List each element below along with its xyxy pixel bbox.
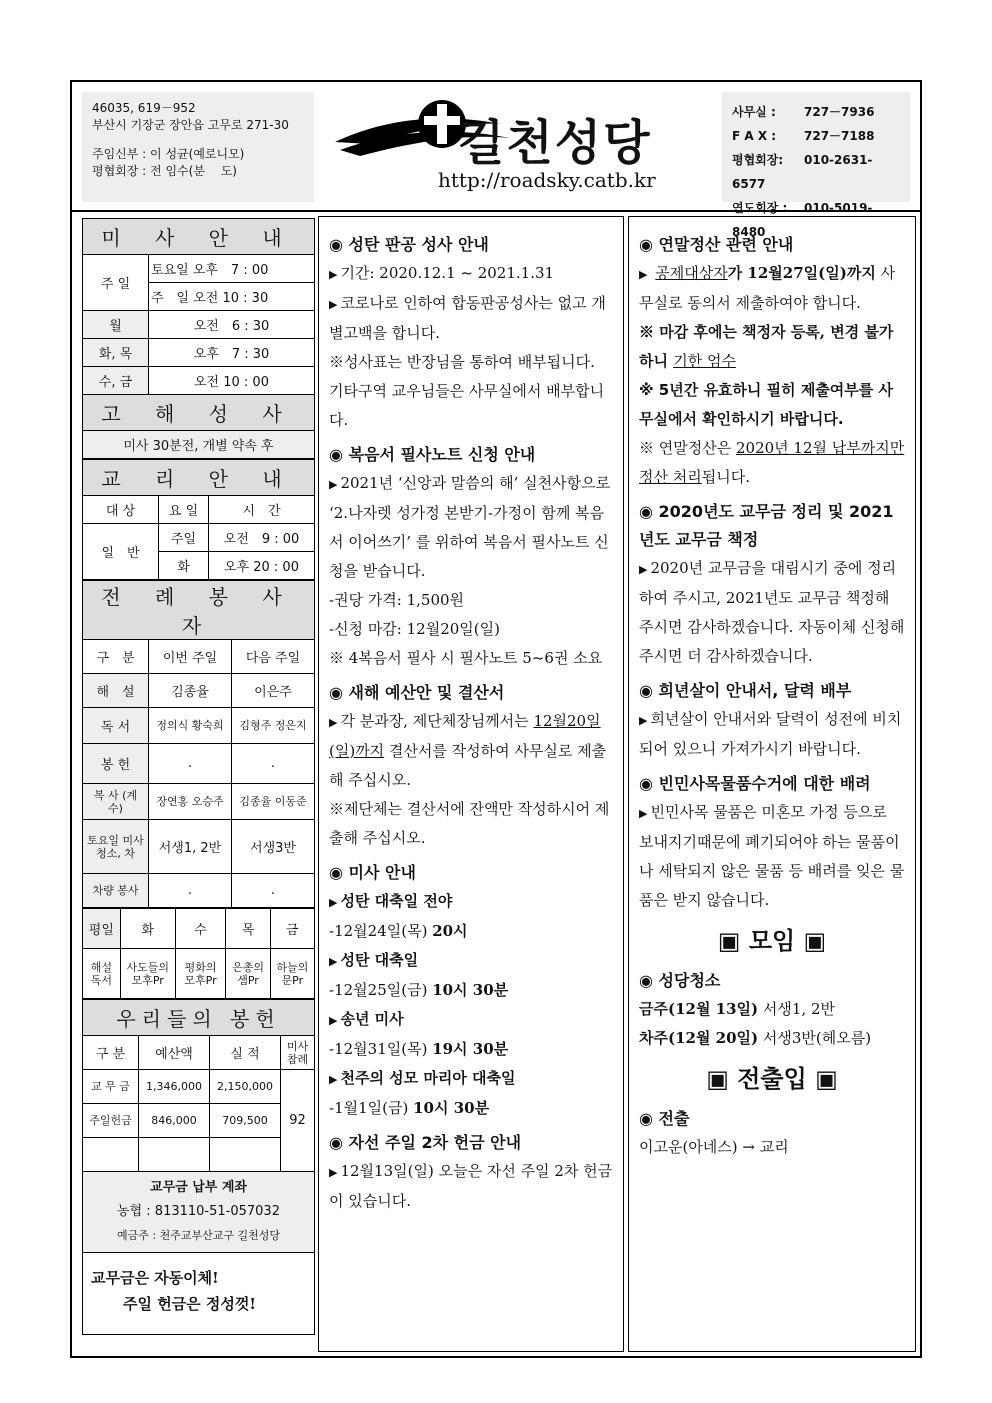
tax-notice-title: ◉ 연말정산 관련 안내 — [639, 235, 794, 254]
transfer-heading: ▣ 전출입 ▣ — [706, 1065, 838, 1093]
church-name: 길천성당 — [458, 115, 652, 171]
gospel-note-title: ◉ 복음서 필사노트 신청 안내 — [329, 445, 536, 464]
charity-title: ◉ 자선 주일 2차 헌금 안내 — [329, 1133, 522, 1152]
jubilee-title: ◉ 희년살이 안내서, 달력 배부 — [639, 681, 852, 700]
confession-notice-title: ◉ 성탄 판공 성사 안내 — [329, 235, 489, 254]
confession-title: 고 해 성 사 — [83, 395, 315, 431]
servers-table: 전 례 봉 사 자 구 분 이번 주일 다음 주일 해 설 김종율 이은주 독 서 정의식 황숙희 김형주 정은지 봉 헌 . . 복 사 (계 수) 장연홍 오승주 김종율 이동준 토요일 미사 청소, 차 서생1, 2반 서생3반 차량 봉사 . . — [82, 580, 315, 908]
website-url[interactable]: http://roadsky.catb.kr — [438, 168, 656, 192]
header-divider — [72, 210, 920, 212]
page-frame — [70, 80, 922, 1358]
contact-fax: F A X : 727－7188 — [732, 129, 875, 143]
contact-memorial: 연도회장 : 010-5019-8480 — [732, 201, 873, 239]
dues-title: ◉ 2020년도 교무금 정리 및 2021년도 교무금 책정 — [639, 502, 894, 549]
payment-account: 교무금 납부 계좌 농협 : 813110-51-057032 예금주 : 천주교부산교구 길천성당 — [82, 1172, 315, 1253]
donation-title: ◉ 빈민사목물품수거에 대한 배려 — [639, 774, 871, 793]
mass-notice-title: ◉ 미사 안내 — [329, 863, 416, 882]
header-contacts — [722, 92, 910, 239]
mass-title: 미 사 안 내 — [83, 219, 315, 255]
offering-table: 우리들의 봉헌 구 분 예산액 실 적 미사 참례 교 무 금 1,346,000 2,150,000 92 주일헌금 846,000 709,500 — [82, 999, 315, 1172]
middle-column: ◉ 성탄 판공 성사 안내 ▶ 기간: 2020.12.1 ~ 2021.1.31 ▶ 코로나로 인하여 합동판공성사는 없고 개별고백을 합니다. ※성사표는 반장님을 통하여 배부됩니다. 기타구역 교우님들은 사무실에서 배부합니다. ◉ 복음서 필사노트 신청 안내 ▶ 2021년 ‘신앙과 말씀의 해’ 실천사항으로 ‘2.나자렛 성가정 본받기-가정이 함께 복음서 이어쓰기’ 를 위하여 복음서 필사노트 신청을 받습니다. -권당 가격: 1,500원 -신청 마감: 12월20일(일) ※ 4복음서 필사 시 필사노트 5~6권 소요 ◉ 새해 예산안 및 결산서 ▶ 각 분과장, 제단체장님께서는 12월20일(일)까지 결산서를 작성하여 사무실로 제출해 주십시오. ※제단체는 결산서에 잔액만 작성하시어 제출해 주십시오. ◉ 미사 안내 ▶ 성탄 대축일 전야 -12월24일(목) 20시 ▶ 성탄 대축일 -12월25일(금) 10시 30분 ▶ 송년 미사 -12월31일(목) 19시 30분 ▶ 천주의 성모 마리아 대축일 -1월1일(금) 10시 30분 ◉ 자선 주일 2차 헌금 안내 ▶ 12월13일(일) 오늘은 자선 주일 2차 헌금이 있습니다. — [318, 216, 624, 1352]
contact-council: 평협회장: 010-2631-6577 — [732, 153, 873, 191]
weekday-table: 평일 화 수 목 금 해설 독서 사도들의모후Pr 평화의 모후Pr 은총의 샘Pr 하늘의 문Pr — [82, 908, 315, 999]
address-street: 부산시 기장군 장안읍 고무로 271-30 — [92, 118, 289, 132]
doctrine-table: 교 리 안 내 대 상 요 일 시 간 일 반 주일 오전 9 : 00 화 오후 20 : 00 — [82, 459, 315, 580]
cleaning-title: ◉ 성당청소 — [639, 971, 721, 990]
budget-title: ◉ 새해 예산안 및 결산서 — [329, 683, 505, 702]
motto-box: 교무금은 자동이체! 주일 헌금은 정성껏! — [82, 1253, 315, 1335]
right-column: ◉ 연말정산 관련 안내 ▶ 공제대상자가 12월27일(일)까지 사무실로 동의서 제출하여야 합니다. ※ 마감 후에는 책정자 등록, 변경 불가하니 기한 엄수 ※ 5년간 유효하니 필히 제출여부를 사무실에서 확인하시기 바랍니다. ※ 연말정산은 2020년 12월 납부까지만 정산 처리됩니다. ◉ 2020년도 교무금 정리 및 2021년도 교무금 책정 ▶ 2020년 교무금을 대림시기 중에 정리하여 주시고, 2021년도 교무금 책정해 주시면 감사하겠습니다. 자동이체 신청해 주시면 더 감사하겠습니다. ◉ 희년살이 안내서, 달력 배부 ▶ 희년살이 안내서와 달력이 성전에 비치되어 있으니 가져가시기 바랍니다. ◉ 빈민사목물품수거에 대한 배려 ▶ 빈민사목 물품은 미혼모 가정 등으로 보내지기때문에 폐기되어야 하는 물품이나 세탁되지 않은 물품 등 배려를 잊은 물품은 받지 않습니다. ▣ 모임 ▣ ◉ 성당청소 금주(12월 13일) 서생1, 2반 차주(12월 20일) 서생3반(헤오름) ▣ 전출입 ▣ ◉ 전출 이고운(아네스) → 교리 — [628, 216, 916, 1352]
meeting-heading: ▣ 모임 ▣ — [717, 927, 827, 955]
left-column — [82, 218, 315, 1348]
council-president: 평협회장 : 전 임수(분 도) — [92, 164, 237, 178]
mass-schedule-table: 미 사 안 내 주 일 토요일 오후 7 : 00 주 일 오전 10 : 30 월 오전 6 : 30 화, 목 오후 7 : 30 수, 금 오전 10 : 00 고 해 성 사 미사 30분전, 개별 약속 후 — [82, 218, 315, 459]
address-postal: 46035, 619－952 — [92, 101, 196, 115]
transfer-out-title: ◉ 전출 — [639, 1109, 690, 1128]
pastor-name: 주임신부 : 이 성균(예로니모) — [92, 147, 245, 161]
header-info — [82, 92, 314, 202]
contact-office: 사무실 : 727－7936 — [732, 105, 875, 119]
